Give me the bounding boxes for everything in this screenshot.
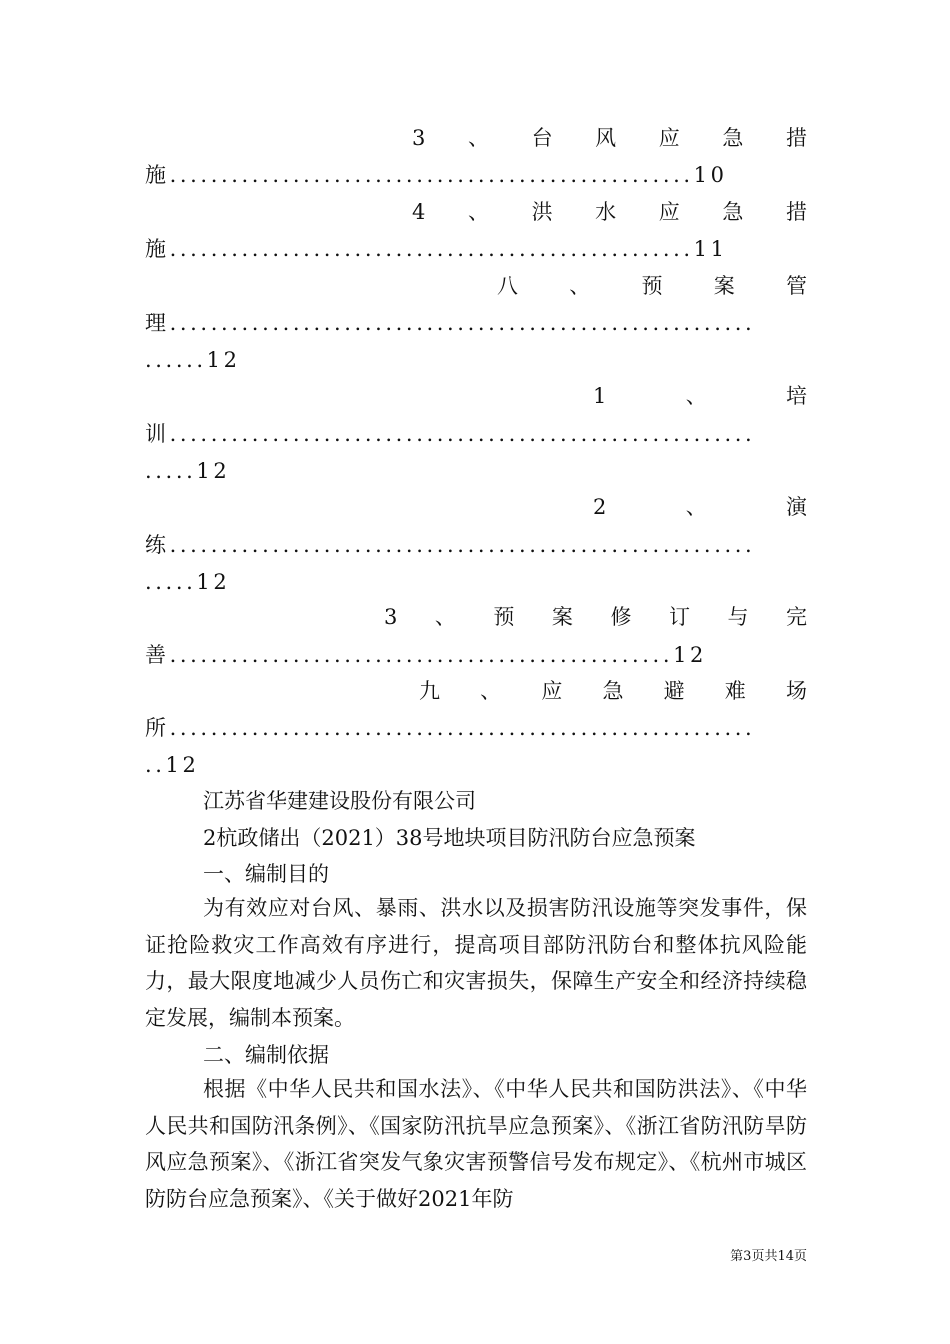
toc-2-c5: 措 xyxy=(785,200,807,224)
toc-tail-1: 施...................................................10 xyxy=(145,163,728,187)
toc-cont-5: .....12 xyxy=(145,570,231,594)
section-2-title: 二、编制依据 xyxy=(203,1043,329,1067)
toc-6-c1: 预 xyxy=(493,605,515,629)
section-1-title: 一、编制目的 xyxy=(203,862,329,886)
toc-6-c5: 与 xyxy=(727,605,749,629)
toc-6-c4: 订 xyxy=(668,605,690,629)
toc-heading-6 xyxy=(384,603,807,631)
toc-4-sep: 、 xyxy=(685,384,707,408)
toc-3-c1: 预 xyxy=(641,274,663,298)
toc-7-c2: 急 xyxy=(602,679,624,703)
toc-3-sep: 、 xyxy=(569,274,591,298)
toc-1-c4: 急 xyxy=(722,126,744,150)
toc-7-c3: 避 xyxy=(663,679,685,703)
toc-2-c2: 水 xyxy=(595,200,617,224)
toc-5-c1: 演 xyxy=(786,495,807,519)
toc-heading-7 xyxy=(419,677,807,705)
plan-title: 2杭政储出（2021）38号地块项目防汛防台应急预案 xyxy=(203,826,696,850)
toc-heading-2 xyxy=(412,198,807,226)
toc-6-c6: 完 xyxy=(785,605,807,629)
toc-4-c1: 培 xyxy=(786,384,807,408)
toc-7-c1: 应 xyxy=(541,679,563,703)
toc-6-c3: 修 xyxy=(610,605,632,629)
toc-heading-3 xyxy=(497,272,807,300)
toc-2-num: 4 xyxy=(412,200,426,224)
toc-tail-7: 所......................................................... xyxy=(145,716,756,740)
toc-cont-4: .....12 xyxy=(145,459,231,483)
toc-1-c3: 应 xyxy=(658,126,680,150)
toc-1-sep: 、 xyxy=(467,126,489,150)
toc-heading-4 xyxy=(593,382,807,410)
toc-heading-5 xyxy=(593,493,807,521)
toc-6-num: 3 xyxy=(384,605,398,629)
toc-tail-2: 施...................................................11 xyxy=(145,237,728,261)
toc-2-sep: 、 xyxy=(467,200,489,224)
section-2-text: 根据《中华人民共和国水法》、《中华人民共和国防洪法》、《中华人民共和国防汛条例》、《国家防汛抗旱应急预案》、《浙江省防汛防旱防风应急预案》、《浙江省突发气象灾害预警信号发布规定》、《杭州市城区防防台应急预案》、《关于做好2021年防 xyxy=(145,1077,807,1211)
toc-heading-1 xyxy=(412,124,807,152)
toc-1-c1: 台 xyxy=(531,126,553,150)
toc-5-num: 2 xyxy=(593,495,607,519)
toc-3-c3: 管 xyxy=(786,274,807,298)
toc-2-c3: 应 xyxy=(658,200,680,224)
toc-1-c2: 风 xyxy=(595,126,617,150)
toc-tail-4: 训......................................................... xyxy=(145,422,756,446)
toc-4-num: 1 xyxy=(593,384,607,408)
section-1-text: 为有效应对台风、暴雨、洪水以及损害防汛设施等突发事件，保证抢险救灾工作高效有序进行，提高项目部防汛防台和整体抗风险能力，最大限度地减少人员伤亡和灾害损失，保障生产安全和经济持续稳定发展，编制本预案。 xyxy=(145,896,807,1030)
toc-tail-3: 理......................................................... xyxy=(145,311,756,335)
page-footer: 第3页共14页 xyxy=(730,1249,807,1264)
company-name: 江苏省华建建设股份有限公司 xyxy=(203,789,476,813)
toc-tail-6: 善.................................................12 xyxy=(145,643,708,667)
toc-3-c2: 案 xyxy=(713,274,735,298)
toc-2-c4: 急 xyxy=(722,200,744,224)
toc-2-c1: 洪 xyxy=(531,200,553,224)
toc-7-num: 九 xyxy=(419,679,440,703)
toc-3-num: 八 xyxy=(497,274,518,298)
toc-5-sep: 、 xyxy=(685,495,707,519)
toc-1-c5: 措 xyxy=(785,126,807,150)
toc-6-c2: 案 xyxy=(551,605,573,629)
toc-tail-5: 练......................................................... xyxy=(145,533,756,557)
toc-1-num: 3 xyxy=(412,126,426,150)
toc-cont-7: ..12 xyxy=(145,753,200,777)
toc-7-sep: 、 xyxy=(480,679,502,703)
toc-cont-3: ......12 xyxy=(145,348,241,372)
toc-7-c4: 难 xyxy=(724,679,746,703)
toc-7-c5: 场 xyxy=(785,679,807,703)
toc-6-sep: 、 xyxy=(434,605,456,629)
